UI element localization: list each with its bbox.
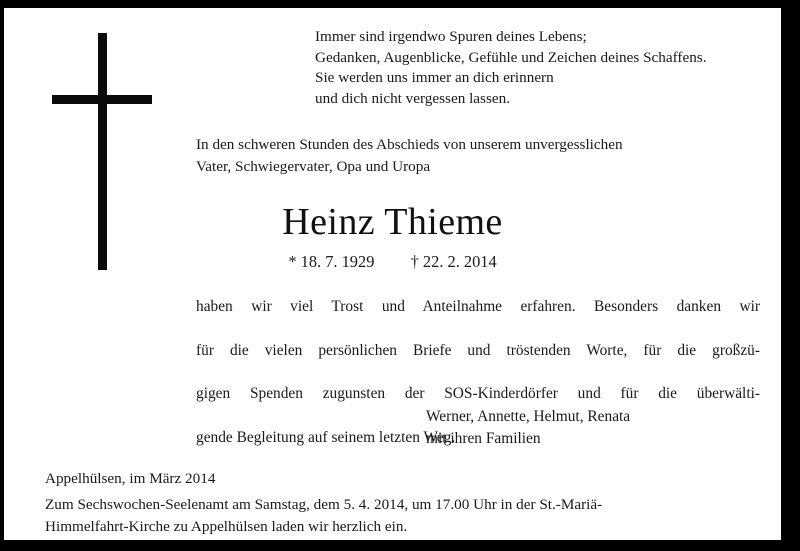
place-and-date: Appelhülsen, im März 2014 [45,470,216,487]
cross-horizontal-bar [52,95,152,104]
family-suffix: mit ihren Familien [426,429,541,447]
death-date: 22. 2. 2014 [422,252,497,271]
thanks-line: gigen Spenden zugunsten der SOS-Kinderdörfer und für die überwälti- [196,385,760,403]
death-symbol: † [410,252,419,271]
obituary-paper [4,8,781,540]
verse-line: Gedanken, Augenblicke, Gefühle und Zeichen deines Schaffens. [315,48,707,66]
service-line: Zum Sechswochen-Seelenamt am Samstag, dem 5. 4. 2014, um 17.00 Uhr in der St.-Mariä- [45,496,603,513]
verse-line: und dich nicht vergessen lassen. [315,89,511,107]
deceased-name: Heinz Thieme [282,201,503,243]
thanks-line: gende Begleitung auf seinem letzten Weg. [196,428,456,446]
birth-symbol: * [288,252,297,271]
intro-line: In den schweren Stunden des Abschieds von unserem unvergesslichen [196,136,623,153]
service-line: Himmelfahrt-Kirche zu Appelhülsen laden wir herzlich ein. [45,517,408,535]
verse-line: Sie werden uns immer an dich erinnern [315,69,554,87]
verse-line: Immer sind irgendwo Spuren deines Lebens; [315,28,587,45]
intro-paragraph [196,134,768,177]
family-names: Werner, Annette, Helmut, Renata [426,408,631,425]
birth-date: 18. 7. 1929 [300,252,375,271]
family-signature [426,406,766,450]
intro-line: Vater, Schwiegervater, Opa und Uropa [196,157,431,175]
service-announcement [45,494,761,537]
thanks-line: für die vielen persönlichen Briefe und tröstenden Worte, für die großzü- [196,341,760,359]
memorial-verse [315,27,765,109]
life-dates [4,251,781,273]
thanks-line: haben wir viel Trost und Anteilnahme erfahren. Besonders danken wir [196,298,760,315]
